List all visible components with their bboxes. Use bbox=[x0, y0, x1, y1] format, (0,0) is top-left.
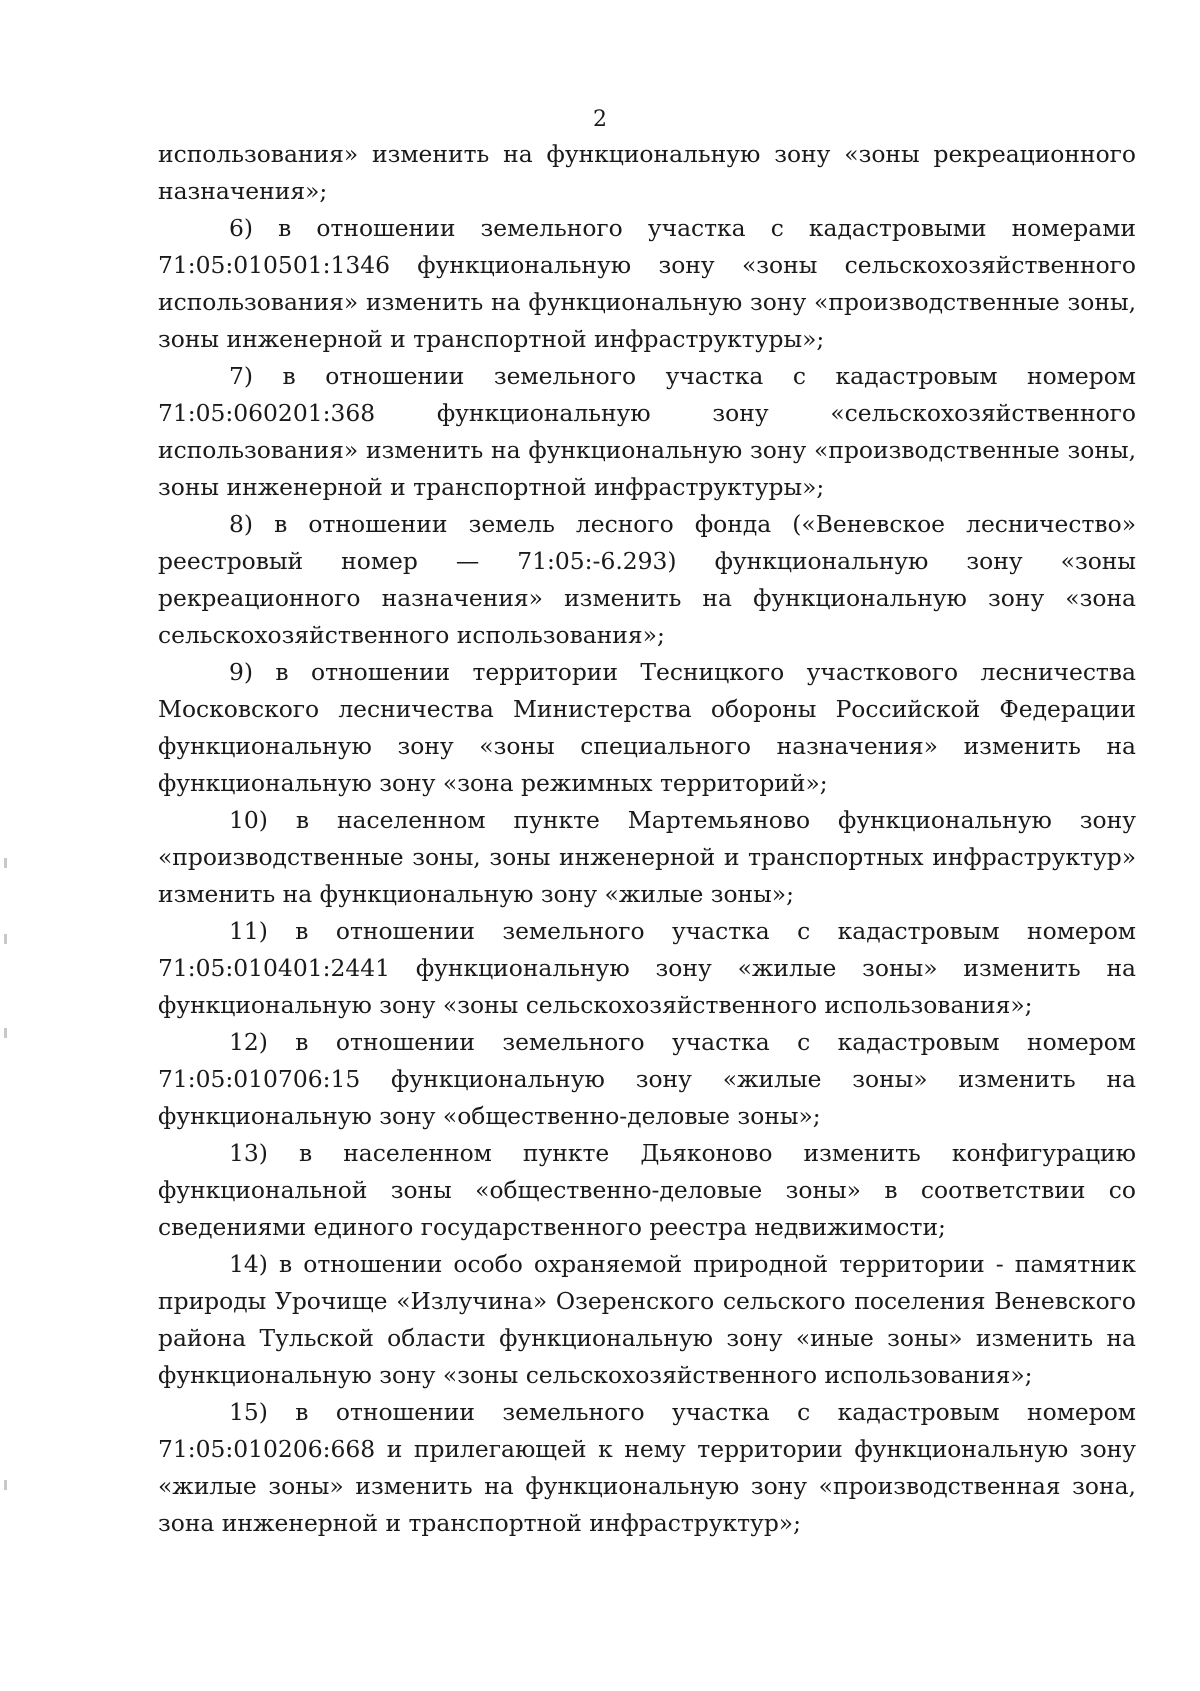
paragraph-item-10: 10) в населенном пункте Мартемьяново функциональную зону «производственные зоны, зоны инженерной и транспортных инфраструктур» изменить на функциональную зону «жилые зоны»; bbox=[158, 806, 1136, 908]
paragraph-item-8: 8) в отношении земель лесного фонда («Веневское лесничество» реестровый номер — 71:05:-6.293) функциональную зону «зоны рекреационного назначения» изменить на функциональную зону «зона сельскохозяйственного использования»; bbox=[158, 510, 1136, 649]
paragraph-item-11: 11) в отношении земельного участка с кадастровым номером 71:05:010401:2441 функциональную зону «жилые зоны» изменить на функциональную зону «зоны сельскохозяйственного использования»; bbox=[158, 917, 1136, 1019]
paragraph-continuation: использования» изменить на функциональную зону «зоны рекреационного назначения»; bbox=[158, 140, 1136, 205]
page-number: 2 bbox=[593, 107, 607, 132]
scan-margin-mark bbox=[4, 858, 7, 868]
scan-margin-mark bbox=[4, 934, 7, 944]
paragraph-item-13: 13) в населенном пункте Дьяконово изменить конфигурацию функциональной зоны «общественно-деловые зоны» в соответствии со сведениями единого государственного реестра недвижимости; bbox=[158, 1139, 1136, 1241]
scan-margin-mark bbox=[4, 1480, 7, 1490]
paragraph-item-14: 14) в отношении особо охраняемой природной территории - памятник природы Урочище «Излучина» Озеренского сельского поселения Веневского района Тульской области функциональную зону «иные зоны» изменить на функциональную зону «зоны сельскохозяйственного использования»; bbox=[158, 1250, 1136, 1389]
paragraph-item-9: 9) в отношении территории Тесницкого участкового лесничества Московского лесничества Министерства обороны Российской Федерации функциональную зону «зоны специального назначения» изменить на функциональную зону «зона режимных территорий»; bbox=[158, 658, 1136, 797]
paragraph-item-6: 6) в отношении земельного участка с кадастровыми номерами 71:05:010501:1346 функциональную зону «зоны сельскохозяйственного использования» изменить на функциональную зону «производственные зоны, зоны инженерной и транспортной инфраструктуры»; bbox=[158, 214, 1136, 353]
scan-margin-mark bbox=[4, 1028, 7, 1038]
paragraph-item-12: 12) в отношении земельного участка с кадастровым номером 71:05:010706:15 функциональную зону «жилые зоны» изменить на функциональную зону «общественно-деловые зоны»; bbox=[158, 1028, 1136, 1130]
paragraph-item-7: 7) в отношении земельного участка с кадастровым номером 71:05:060201:368 функциональную зону «сельскохозяйственного использования» изменить на функциональную зону «производственные зоны, зоны инженерной и транспортной инфраструктуры»; bbox=[158, 362, 1136, 501]
document-body bbox=[158, 136, 1136, 1542]
paragraph-item-15: 15) в отношении земельного участка с кадастровым номером 71:05:010206:668 и прилегающей к нему территории функциональную зону «жилые зоны» изменить на функциональную зону «производственная зона, зона инженерной и транспортной инфраструктур»; bbox=[158, 1398, 1136, 1537]
